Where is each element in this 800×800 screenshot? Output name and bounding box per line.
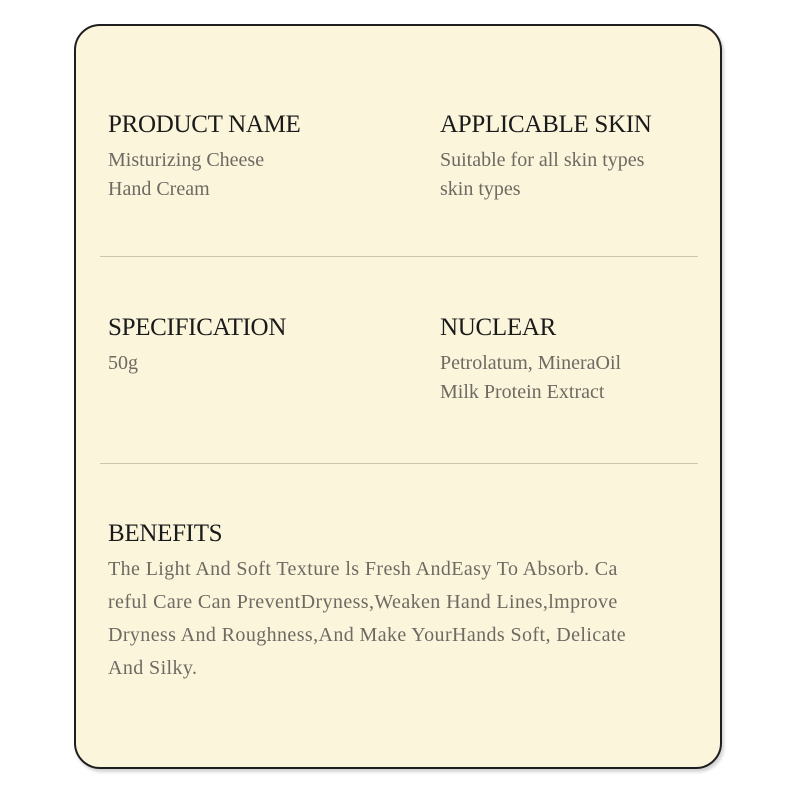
- applicable-skin-line: Suitable for all skin types: [440, 149, 645, 171]
- benefits-line: The Light And Soft Texture ls Fresh AndEasy To Absorb. Ca: [108, 558, 618, 580]
- nuclear-section: [440, 313, 621, 407]
- applicable-skin-value: [440, 146, 652, 204]
- specification-line: 50g: [108, 352, 138, 374]
- specification-section: [108, 313, 286, 378]
- section-divider: [100, 463, 698, 464]
- nuclear-line: Petrolatum, MineraOil: [440, 352, 622, 374]
- nuclear-line: Milk Protein Extract: [440, 381, 605, 403]
- benefits-line: Dryness And Roughness,And Make YourHands Soft, Delicate: [108, 624, 627, 646]
- product-name-heading: PRODUCT NAME: [108, 111, 301, 138]
- product-name-line: Misturizing Cheese: [108, 149, 265, 171]
- specification-heading: SPECIFICATION: [108, 314, 287, 341]
- product-name-section: [108, 110, 301, 204]
- specification-value: [108, 349, 286, 378]
- nuclear-value: [440, 349, 621, 407]
- applicable-skin-section: [440, 110, 652, 204]
- benefits-heading: BENEFITS: [108, 520, 223, 547]
- benefits-line: reful Care Can PreventDryness,Weaken Hand Lines,lmprove: [108, 591, 618, 613]
- applicable-skin-line: skin types: [440, 178, 521, 200]
- product-name-line: Hand Cream: [108, 178, 210, 200]
- applicable-skin-heading: APPLICABLE SKIN: [440, 111, 652, 138]
- benefits-section: [108, 519, 708, 685]
- benefits-line: And Silky.: [108, 657, 198, 679]
- benefits-text: [108, 553, 708, 685]
- nuclear-heading: NUCLEAR: [440, 314, 556, 341]
- product-name-value: [108, 146, 301, 204]
- section-divider: [100, 256, 698, 257]
- product-info-card: [74, 24, 722, 769]
